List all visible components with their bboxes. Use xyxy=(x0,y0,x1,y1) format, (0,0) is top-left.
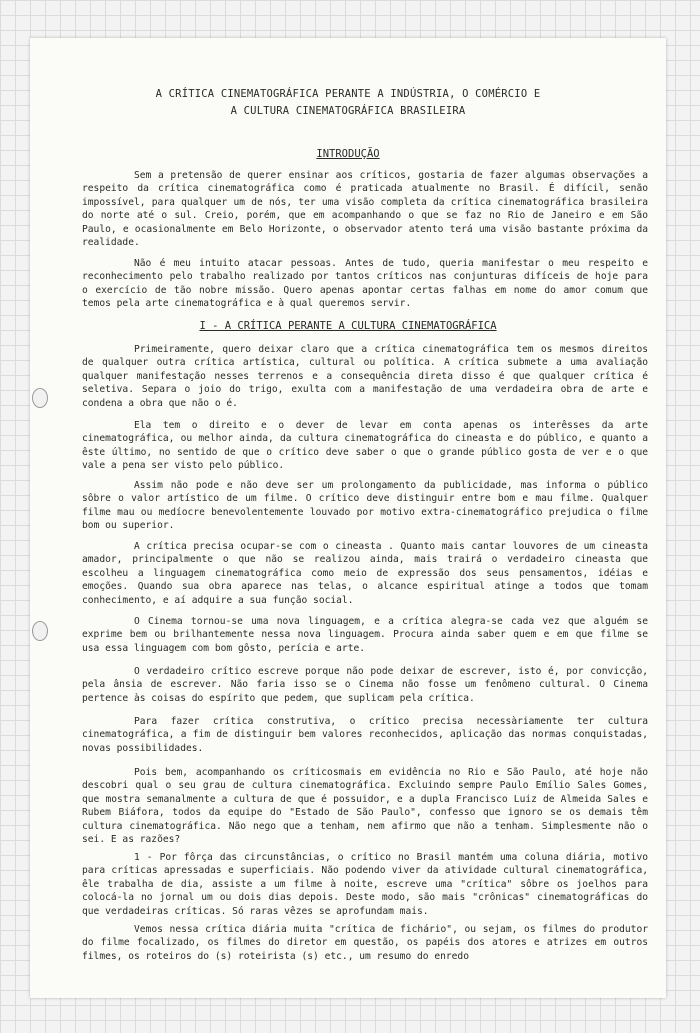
section-heading-critica-cultura: I - A CRÍTICA PERANTE A CULTURA CINEMATOGRÁFICA xyxy=(199,320,497,332)
paragraph: A crítica precisa ocupar-se com o cineasta . Quanto mais cantar louvores de um cineasta amador, principalmente o que não se realizou ainda, mais trairá o verdadeiro cineasta que escolheu a linguagem cinematográfica como meio de expressão dos seus pensamentos, idéias e emoções. Quando sua obra aparece nas telas, o alcance espiritual atinge a todos que tomam conhecimento, e aí adquire a sua função social. xyxy=(82,541,648,606)
paragraph: O verdadeiro crítico escreve porque não pode deixar de escrever, isto é, por convicção, pela ânsia de escrever. Não faria isso se o Cinema não fosse um fenômeno cultural. O Cinema pertence às coisas do espírito que pedem, que suplicam pela crítica. xyxy=(82,666,648,704)
paragraph: Não é meu intuito atacar pessoas. Antes de tudo, queria manifestar o meu respeito e reconhecimento pelo trabalho realizado por tantos críticos nas conjunturas difíceis de hoje para o exercício de tão nobre missão. Quero apenas apontar certas falhas em nome do amor comum que temos pela arte cinematográfica e à qual queremos servir. xyxy=(82,258,648,310)
section-heading-introducao: INTRODUÇÃO xyxy=(316,148,380,160)
punch-hole xyxy=(32,621,48,641)
paragraph: Pois bem, acompanhando os críticosmais em evidência no Rio e São Paulo, até hoje não descobri qual o seu grau de cultura cinematográfica. Excluindo sempre Paulo Emílio Sales Gomes, que mostra semanalmente a cultura de que é possuidor, e a dupla Francisco Luiz de Almeida Sales e Rubem Biáfora, todos da equipe do "Estado de São Paulo", confesso que ignoro se os demais têm cultura cinematográfica. Não nego que a tenham, nem afirmo que não a tenham. Simplesmente não o sei. E as razões? xyxy=(82,767,648,846)
document-title-line-2: A CULTURA CINEMATOGRÁFICA BRASILEIRA xyxy=(230,105,466,117)
paragraph: Para fazer crítica construtiva, o crítico precisa necessàriamente ter cultura cinematográfica, a fim de distinguir bem valores reconhecidos, aplicação das normas conquistadas, novas possibilidades. xyxy=(82,716,648,754)
document-title-line-1: A CRÍTICA CINEMATOGRÁFICA PERANTE A INDÚSTRIA, O COMÉRCIO E xyxy=(155,88,541,100)
paragraph: Primeiramente, quero deixar claro que a crítica cinematográfica tem os mesmos direitos de qualquer outra crítica artística, cultural ou política. A crítica submete a uma avaliação qualquer manifestação nesses terrenos e a consequência direta disso é que qualquer crítica é seletiva. Separa o joio do trigo, exulta com a manifestação de uma verdadeira obra de arte e condena a obra que não o é. xyxy=(82,344,648,409)
paragraph: Assim não pode e não deve ser um prolongamento da publicidade, mas informa o público sôbre o valor artístico de um filme. O crítico deve distinguir entre bom e mau filme. Qualquer filme mau ou medíocre benevolentemente louvado por motivo extra-cinematográfico prejudica o filme bom ou superior. xyxy=(82,480,648,532)
paragraph: O Cinema tornou-se uma nova linguagem, e a crítica alegra-se cada vez que alguém se exprime bem ou brilhantemente nessa nova linguagem. Procura ainda saber quem e em que filme se usa essa linguagem com bom gôsto, perícia e arte. xyxy=(82,616,648,654)
document-page xyxy=(30,38,666,998)
paragraph: Vemos nessa crítica diária muita "crítica de fichário", ou sejam, os filmes do produtor do filme focalizado, os filmes do diretor em questão, os papéis dos atores e atrizes em outros filmes, os roteiros do (s) roteirista (s) etc., um resumo do enredo xyxy=(82,924,648,962)
paragraph: Ela tem o direito e o dever de levar em conta apenas os interêsses da arte cinematográfica, ou melhor ainda, da cultura cinematográfica do cineasta e do público, e quanto a êste último, no sentido de que o crítico deve saber o que o grande público gosta de ver e o que vale a pena ser visto pelo público. xyxy=(82,420,648,472)
paragraph: Sem a pretensão de querer ensinar aos críticos, gostaria de fazer algumas observações a respeito da crítica cinematográfica como é praticada atualmente no Brasil. É difícil, senão impossível, para qualquer um de nós, ter uma visão completa da crítica cinematográfica brasileira do norte até o sul. Creio, porém, que em acompanhando o que se faz no Rio de Janeiro e em São Paulo, e ocasionalmente em Belo Horizonte, o observador atento terá uma visão bastante próxima da realidade. xyxy=(82,170,648,249)
paragraph: 1 - Por fôrça das circunstâncias, o crítico no Brasil mantém uma coluna diária, motivo para críticas apressadas e superficiais. Não podendo viver da atividade cultural cinematográfica, êle trabalha de dia, assiste a um filme à noite, escreve uma "crítica" sôbre os joelhos para colocá-la no jornal um ou dois dias depois. Deste modo, são mais "crônicas" cinematográficas do que verdadeiras críticas. Só raras vêzes se aprofundam mais. xyxy=(82,852,648,917)
punch-hole xyxy=(32,388,48,408)
